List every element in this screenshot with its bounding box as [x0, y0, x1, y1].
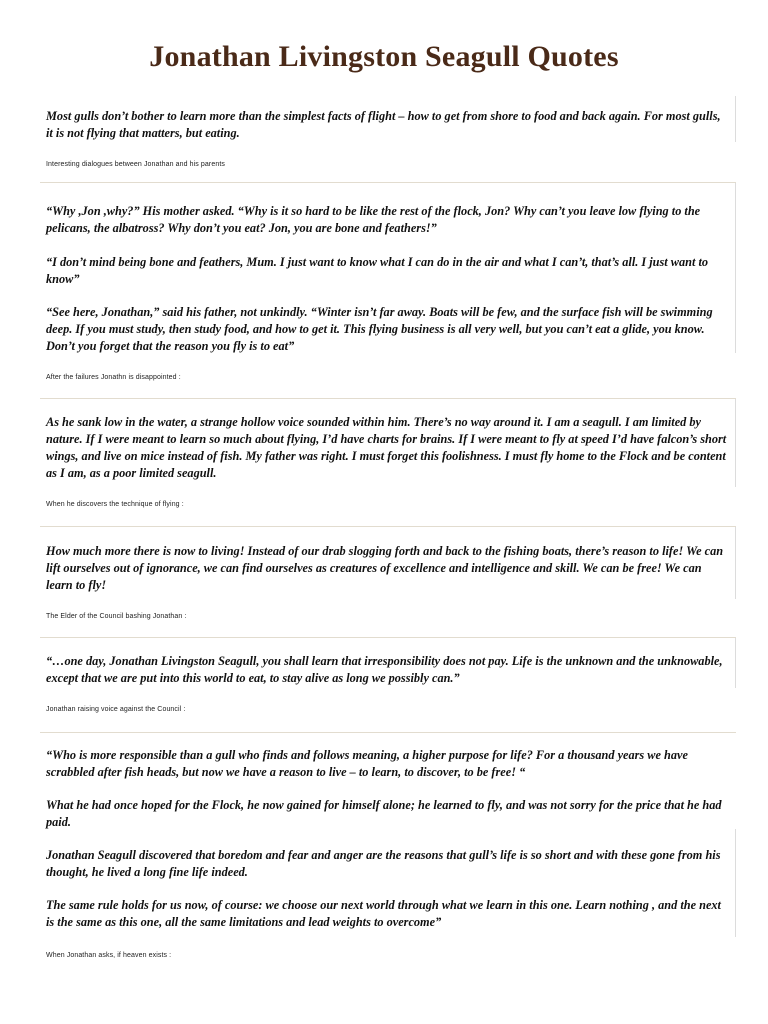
block-divider [735, 399, 736, 487]
block-divider [735, 829, 736, 937]
block-divider [735, 183, 736, 353]
section-caption: After the failures Jonathn is disappointed : [46, 374, 181, 381]
section-caption: The Elder of the Council bashing Jonathan : [46, 613, 187, 620]
quote-text: What he had once hoped for the Flock, he now gained for himself alone; he learned to fly, and was not sorry for the price that he had paid. [46, 798, 722, 829]
quote-block [40, 398, 736, 488]
quote-block [40, 637, 736, 689]
block-divider [735, 96, 736, 142]
section-caption: Jonathan raising voice against the Council : [46, 706, 186, 713]
section-caption: When he discovers the technique of flying : [46, 501, 184, 508]
quote-text: How much more there is now to living! Instead of our drab slogging forth and back to the fishing boats, there’s reason to life! We can lift ourselves out of ignorance, we can find ourselves as creatures of excellence and intelligence and skill. We can be free! We can learn to fly! [46, 544, 724, 592]
page-title: Jonathan Livingston Seagull Quotes [149, 40, 619, 73]
quote-text: The same rule holds for us now, of course: we choose our next world through what we learn in this one. Learn nothing , and the next is the same as this one, all the same limitations and lead weights to overcome” [46, 898, 721, 929]
quote-text: “See here, Jonathan,” said his father, not unkindly. “Winter isn’t far away. Boats will be few, and the surface fish will be swimming deep. If you must study, then study food, and how to get it. This flying business is all very well, but you can’t eat a glide, you know. Don’t you forget that the reason you fly is to eat” [46, 305, 713, 353]
quote-text: Most gulls don’t bother to learn more than the simplest facts of flight – how to get from shore to food and back again. For most gulls, it is not flying that matters, but eating. [46, 109, 721, 140]
block-divider [735, 527, 736, 599]
quote-block [40, 182, 736, 354]
quote-block [40, 732, 736, 937]
section-caption: Interesting dialogues between Jonathan and his parents [46, 161, 225, 168]
quote-block [40, 96, 736, 142]
quote-text: “…one day, Jonathan Livingston Seagull, you shall learn that irresponsibility does not pay. Life is the unknown and the unknowable, except that we are put into this world to eat, to stay alive as long we possibly can.” [46, 654, 723, 685]
section-caption: When Jonathan asks, if heaven exists : [46, 952, 172, 959]
quote-block [40, 526, 736, 600]
quote-text: “I don’t mind being bone and feathers, Mum. I just want to know what I can do in the air and what I can’t, that’s all. I just want to know” [46, 255, 709, 286]
block-divider [735, 638, 736, 688]
quote-text: “Who is more responsible than a gull who finds and follows meaning, a higher purpose for life? For a thousand years we have scrabbled after fish heads, but now we have a reason to live – to learn, to discover, to be free! “ [46, 748, 688, 779]
quote-text: “Why ,Jon ,why?” His mother asked. “Why is it so hard to be like the rest of the flock, Jon? Why can’t you leave low flying to the pelicans, the albatross? Why don’t you eat? Jon, you are bone and feathers!” [46, 204, 701, 235]
quote-text: Jonathan Seagull discovered that boredom and fear and anger are the reasons that gull’s life is so short and with these gone from his thought, he lived a long fine life indeed. [46, 848, 721, 879]
quote-text: As he sank low in the water, a strange hollow voice sounded within him. There’s no way around it. I am a seagull. I am limited by nature. If I were meant to learn so much about flying, I’d have charts for brains. If I were meant to fly at speed I’d have falcon’s short wings, and live on mice instead of fish. My father was right. I must forget this foolishness. I must fly home to the Flock and be content as I am, as a poor limited seagull. [46, 415, 727, 480]
